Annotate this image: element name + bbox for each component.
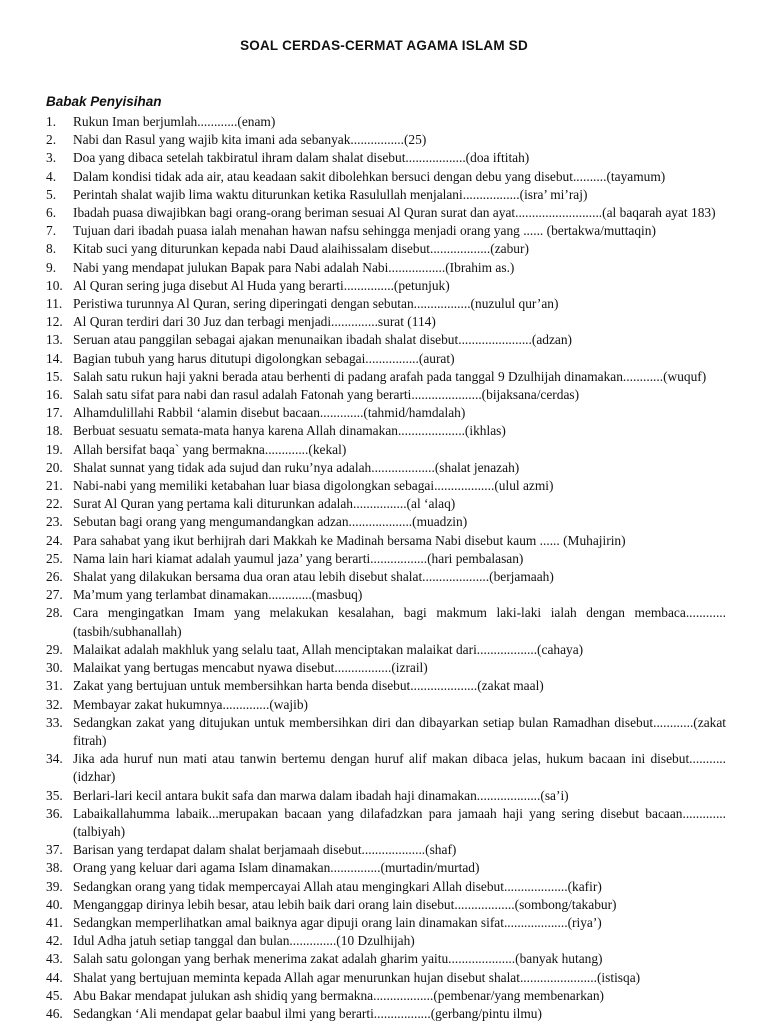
question-number: 2. <box>46 132 57 148</box>
question-number: 39. <box>46 878 63 894</box>
question-text: Kitab suci yang diturunkan kepada nabi Daud alaihissalam disebut..................(zabur) <box>73 241 529 257</box>
question-number: 44. <box>46 969 63 985</box>
question-number: 45. <box>46 987 63 1003</box>
question-item <box>46 240 726 258</box>
question-number: 16. <box>46 387 63 403</box>
question-item <box>46 859 726 877</box>
question-text: Idul Adha jatuh setiap tanggal dan bulan..............(10 Dzulhijah) <box>73 933 415 949</box>
question-item <box>46 896 726 914</box>
question-item <box>46 950 726 968</box>
question-item <box>46 987 726 1005</box>
page-title: SOAL CERDAS-CERMAT AGAMA ISLAM SD <box>240 38 528 53</box>
question-number: 15. <box>46 368 63 384</box>
question-text: Sedangkan orang yang tidak mempercayai Allah atau mengingkari Allah disebut...................(kafir) <box>73 878 602 894</box>
question-text: Sedangkan zakat yang ditujukan untuk membersihkan diri dan dibayarkan setiap bulan Ramadhan disebut............(zakat fitrah) <box>73 714 726 748</box>
question-item <box>46 441 726 459</box>
question-text: Perintah shalat wajib lima waktu diturunkan ketika Rasulullah menjalani.................(isra’ mi’raj) <box>73 186 588 202</box>
question-text: Bagian tubuh yang harus ditutupi digolongkan sebagai................(aurat) <box>73 350 455 366</box>
question-number: 42. <box>46 933 63 949</box>
question-number: 13. <box>46 332 63 348</box>
question-item <box>46 513 726 531</box>
question-number: 31. <box>46 678 63 694</box>
question-text: Berlari-lari kecil antara bukit safa dan marwa dalam ibadah haji dinamakan...................(sa’i) <box>73 787 569 803</box>
question-item <box>46 787 726 805</box>
question-number: 32. <box>46 696 63 712</box>
question-number: 17. <box>46 405 63 421</box>
question-number: 21. <box>46 478 63 494</box>
question-text: Jika ada huruf nun mati atau tanwin bertemu dengan huruf alif makan dibaca jelas, hukum bacaan ini disebut...........(idzhar) <box>73 751 726 785</box>
question-text: Orang yang keluar dari agama Islam dinamakan...............(murtadin/murtad) <box>73 860 480 876</box>
question-number: 29. <box>46 641 63 657</box>
question-item <box>46 659 726 677</box>
question-text: Al Quran terdiri dari 30 Juz dan terbagi menjadi..............surat (114) <box>73 314 436 330</box>
question-number: 1. <box>46 114 57 129</box>
question-text: Salah satu rukun haji yakni berada atau berhenti di padang arafah pada tanggal 9 Dzulhijah dinamakan............(wuquf) <box>73 368 707 384</box>
question-item <box>46 969 726 987</box>
question-number: 12. <box>46 314 63 330</box>
question-number: 38. <box>46 860 63 876</box>
question-text: Abu Bakar mendapat julukan ash shidiq yang bermakna..................(pembenar/yang membenarkan) <box>73 987 605 1003</box>
question-number: 8. <box>46 241 57 257</box>
question-text: Berbuat sesuatu semata-mata hanya karena Allah dinamakan....................(ikhlas) <box>73 423 506 439</box>
question-item <box>46 586 726 604</box>
question-item <box>46 841 726 859</box>
question-item <box>46 550 726 568</box>
question-item <box>46 805 726 841</box>
question-item <box>46 677 726 695</box>
question-text: Sedangkan ‘Ali mendapat gelar baabul ilmi yang berarti.................(gerbang/pintu ilmu) <box>73 1005 542 1021</box>
question-item <box>46 386 726 404</box>
question-number: 25. <box>46 550 63 566</box>
question-item <box>46 495 726 513</box>
question-text: Salah satu golongan yang berhak menerima zakat adalah gharim yaitu....................(banyak hutang) <box>73 951 603 967</box>
question-number: 11. <box>46 296 63 312</box>
question-item <box>46 1005 726 1023</box>
question-number: 35. <box>46 787 63 803</box>
question-text: Membayar zakat hukumnya..............(wajib) <box>73 696 309 712</box>
question-item <box>46 186 726 204</box>
question-number: 9. <box>46 259 57 275</box>
question-item <box>46 259 726 277</box>
question-number: 40. <box>46 896 63 912</box>
question-item <box>46 750 726 786</box>
question-item <box>46 604 726 640</box>
question-text: Seruan atau panggilan sebagai ajakan menunaikan ibadah shalat disebut......................(adzan) <box>73 332 573 348</box>
question-text: Doa yang dibaca setelah takbiratul ihram dalam shalat disebut..................(doa iftitah) <box>73 150 530 166</box>
question-text: Dalam kondisi tidak ada air, atau keadaan sakit dibolehkan bersuci dengan debu yang disebut..........(tayamum) <box>73 168 666 184</box>
question-number: 27. <box>46 587 63 603</box>
question-text: Salah satu sifat para nabi dan rasul adalah Fatonah yang berarti.....................(bijaksana/cerdas) <box>73 387 580 403</box>
question-item <box>46 914 726 932</box>
question-text: Nabi dan Rasul yang wajib kita imani ada sebanyak................(25) <box>73 132 427 148</box>
question-item <box>46 532 726 550</box>
question-item <box>46 222 726 240</box>
question-text: Peristiwa turunnya Al Quran, sering diperingati dengan sebutan.................(nuzulul qur’an) <box>73 296 559 312</box>
question-number: 5. <box>46 186 57 202</box>
question-item <box>46 422 726 440</box>
question-number: 14. <box>46 350 63 366</box>
question-text: Nabi yang mendapat julukan Bapak para Nabi adalah Nabi.................(Ibrahim as.) <box>73 259 515 275</box>
question-text: Malaikat adalah makhluk yang selalu taat, Allah menciptakan malaikat dari..................(cahaya) <box>73 641 584 657</box>
question-item <box>46 168 726 186</box>
question-number: 6. <box>46 205 57 221</box>
question-item <box>46 459 726 477</box>
question-list <box>46 113 726 1023</box>
question-number: 24. <box>46 532 63 548</box>
question-number: 30. <box>46 660 63 676</box>
question-item <box>46 313 726 331</box>
question-text: Sedangkan memperlihatkan amal baiknya agar dipuji orang lain dinamakan sifat...................(riya’) <box>73 914 602 930</box>
question-item <box>46 131 726 149</box>
question-text: Al Quran sering juga disebut Al Huda yang berarti...............(petunjuk) <box>73 277 450 293</box>
question-text: Rukun Iman berjumlah............(enam) <box>73 114 276 129</box>
question-item <box>46 368 726 386</box>
question-item <box>46 477 726 495</box>
question-text: Labaikallahumma labaik...merupakan bacaan yang dilafadzkan para jamaah haji yang sering disebut bacaan.............(talbiyah) <box>73 805 726 839</box>
question-text: Tujuan dari ibadah puasa ialah menahan hawan nafsu sehingga menjadi orang yang ...... (bertakwa/muttaqin) <box>73 223 656 239</box>
question-text: Sebutan bagi orang yang mengumandangkan adzan...................(muadzin) <box>73 514 468 530</box>
question-item <box>46 714 726 750</box>
question-number: 36. <box>46 805 63 821</box>
question-item <box>46 113 726 131</box>
question-number: 37. <box>46 842 63 858</box>
question-number: 7. <box>46 223 57 239</box>
question-item <box>46 568 726 586</box>
question-number: 4. <box>46 168 57 184</box>
question-text: Nabi-nabi yang memiliki ketabahan luar biasa digolongkan sebagai..................(ulul azmi) <box>73 478 554 494</box>
question-item <box>46 204 726 222</box>
question-text: Ibadah puasa diwajibkan bagi orang-orang beriman sesuai Al Quran surat dan ayat..........................(al baqarah ayat 183) <box>73 205 716 221</box>
question-text: Nama lain hari kiamat adalah yaumul jaza’ yang berarti.................(hari pembalasan) <box>73 550 524 566</box>
question-text: Menganggap dirinya lebih besar, atau lebih baik dari orang lain disebut..................(sombong/takabur) <box>73 896 617 912</box>
question-text: Ma’mum yang terlambat dinamakan.............(masbuq) <box>73 587 363 603</box>
question-number: 43. <box>46 951 63 967</box>
question-item <box>46 696 726 714</box>
question-number: 3. <box>46 150 57 166</box>
question-text: Zakat yang bertujuan untuk membersihkan harta benda disebut....................(zakat maal) <box>73 678 544 694</box>
question-number: 33. <box>46 714 63 730</box>
question-number: 10. <box>46 277 63 293</box>
question-number: 28. <box>46 605 63 621</box>
question-item <box>46 878 726 896</box>
question-item <box>46 277 726 295</box>
question-item <box>46 350 726 368</box>
question-text: Surat Al Quran yang pertama kali diturunkan adalah................(al ‘alaq) <box>73 496 456 512</box>
question-number: 19. <box>46 441 63 457</box>
question-item <box>46 295 726 313</box>
question-number: 26. <box>46 569 63 585</box>
question-number: 41. <box>46 914 63 930</box>
question-text: Alhamdulillahi Rabbil ‘alamin disebut bacaan.............(tahmid/hamdalah) <box>73 405 466 421</box>
question-item <box>46 641 726 659</box>
question-text: Para sahabat yang ikut berhijrah dari Makkah ke Madinah bersama Nabi disebut kaum ...... (Muhajirin) <box>73 532 626 548</box>
question-number: 34. <box>46 751 63 767</box>
section-heading: Babak Penyisihan <box>46 94 162 109</box>
question-number: 22. <box>46 496 63 512</box>
question-number: 18. <box>46 423 63 439</box>
question-text: Shalat yang dilakukan bersama dua oran atau lebih disebut shalat....................(berjamaah) <box>73 569 554 585</box>
question-item <box>46 149 726 167</box>
question-text: Shalat yang bertujuan meminta kepada Allah agar menurunkan hujan disebut shalat.......................(istisqa) <box>73 969 641 985</box>
question-text: Shalat sunnat yang tidak ada sujud dan ruku’nya adalah...................(shalat jenazah) <box>73 459 520 475</box>
question-text: Malaikat yang bertugas mencabut nyawa disebut.................(izrail) <box>73 660 428 676</box>
question-text: Allah bersifat baqa` yang bermakna.............(kekal) <box>73 441 347 457</box>
question-number: 23. <box>46 514 63 530</box>
question-item <box>46 404 726 422</box>
question-text: Cara mengingatkan Imam yang melakukan kesalahan, bagi makmum laki-laki ialah dengan membaca............(tasbih/subhanallah) <box>73 605 726 639</box>
question-text: Barisan yang terdapat dalam shalat berjamaah disebut...................(shaf) <box>73 842 457 858</box>
question-number: 46. <box>46 1005 63 1021</box>
question-item <box>46 932 726 950</box>
question-item <box>46 331 726 349</box>
question-number: 20. <box>46 459 63 475</box>
